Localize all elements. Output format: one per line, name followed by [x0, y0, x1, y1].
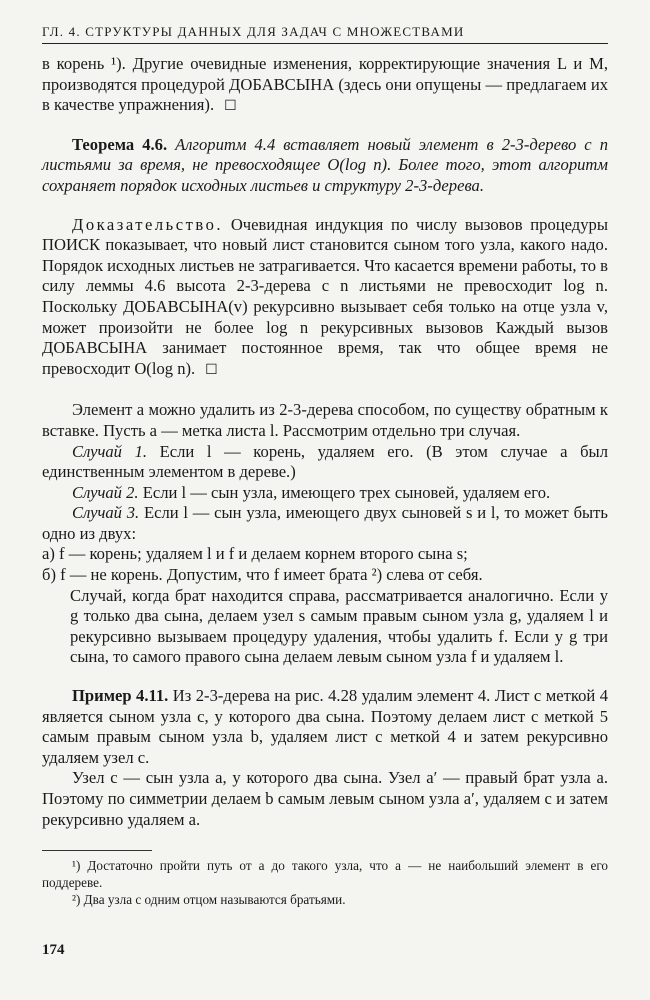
- deletion-intro: Элемент a можно удалить из 2-3-дерева способом, по существу обратным к вставке. Пусть a — метка листа l. Рассмотрим отдельно три случая.: [42, 400, 608, 440]
- page: [42, 24, 608, 908]
- case-2-label: Случай 2.: [72, 482, 139, 502]
- case-1-text: Если l — корень, удаляем его. (В этом случае a был единственным элементом в дереве.): [42, 441, 608, 482]
- proof-label: Доказательство.: [72, 214, 224, 234]
- case-3-sub-a: а) f — корень; удаляем l и f и делаем корнем второго сына s;: [42, 544, 468, 564]
- case-3-sub-b: б) f — не корень. Допустим, что f имеет брата ²) слева от себя.: [42, 565, 483, 585]
- theorem-label: Теорема 4.6.: [72, 134, 168, 154]
- qed-icon: ☐: [224, 98, 237, 115]
- case-3-label: Случай 3.: [72, 503, 140, 523]
- proof: [42, 215, 608, 381]
- running-head: ГЛ. 4. СТРУКТУРЫ ДАННЫХ ДЛЯ ЗАДАЧ С МНОЖЕСТВАМИ: [42, 24, 608, 44]
- footnote-rule: [42, 850, 152, 851]
- footnote-1: ¹) Достаточно пройти путь от a до такого узла, что a — не наибольший элемент в его поддереве.: [42, 858, 608, 891]
- theorem-text: Алгоритм 4.4 вставляет новый элемент в 2-3-дерево с n листьями за время, не превосходящее O(log n). Более того, этот алгоритм сохраняет порядок исходных листьев и структуру 2-3-дерева.: [42, 134, 608, 195]
- case-3: [42, 503, 608, 544]
- case-3-text: Если l — сын узла, имеющего двух сыновей s и l, то может быть одно из двух:: [42, 503, 608, 543]
- example: [42, 686, 608, 768]
- case-2-text: Если l — сын узла, имеющего трех сыновей, удаляем его.: [142, 482, 551, 502]
- theorem: [42, 135, 608, 197]
- proof-text: Очевидная индукция по числу вызовов процедуры ПОИСК показывает, что новый лист становится сыном того узла, какого надо. Порядок исходных листьев не затрагивается. Что касается времени работы, то в силу леммы 4.6 высота 2-3-дерева с n листьями не превосходит log n. Поскольку ДОБАВСЫНА(v) рекурсивно вызывает себя только на отце узла v, может произойти не более log n рекурсивных вызовов Каждый вызов ДОБАВСЫНА занимает постоянное время, так что общее время не превосходит O(log n).: [42, 214, 608, 378]
- example-text: Из 2-3-дерева на рис. 4.28 удалим элемент 4. Лист с меткой 4 является сыном узла c, у которого два сына. Поэтому делаем лист с меткой 5 самым правым сыном узла b, удаляем лист с меткой 4 и затем рекурсивно удаляем узел c.: [42, 686, 608, 767]
- case-1: [42, 442, 608, 483]
- case-3-sub-b-continued: Случай, когда брат находится справа, рассматривается аналогично. Если у g только два сына, делаем узел s самым правым сыном узла g, удаляем l и рекурсивно вызываем процедуру удаления, чтобы удалить f. Если у g три сына, то самого правого сына делаем левым сыном узла f и удаляем l.: [70, 585, 608, 667]
- example-label: Пример 4.11.: [72, 686, 169, 706]
- footnote-2: ²) Два узла с одним отцом называются братьями.: [72, 892, 346, 908]
- case-1-label: Случай 1.: [72, 441, 148, 461]
- page-number: 174: [42, 942, 65, 958]
- qed-icon: ☐: [205, 361, 218, 378]
- example-continued: Узел c — сын узла a, у которого два сына. Узел a′ — правый брат узла a. Поэтому по симметрии делаем b самым левым сыном узла a′, удаляем c и затем рекурсивно удаляем a.: [42, 768, 608, 829]
- paragraph-text: в корень ¹). Другие очевидные изменения, корректирующие значения L и M, производятся процедурой ДОБАВСЫНА (здесь они опущены — предлагаем их в качестве упражнения).: [42, 54, 608, 115]
- case-2: [42, 483, 608, 504]
- paragraph-continuation: [42, 54, 608, 117]
